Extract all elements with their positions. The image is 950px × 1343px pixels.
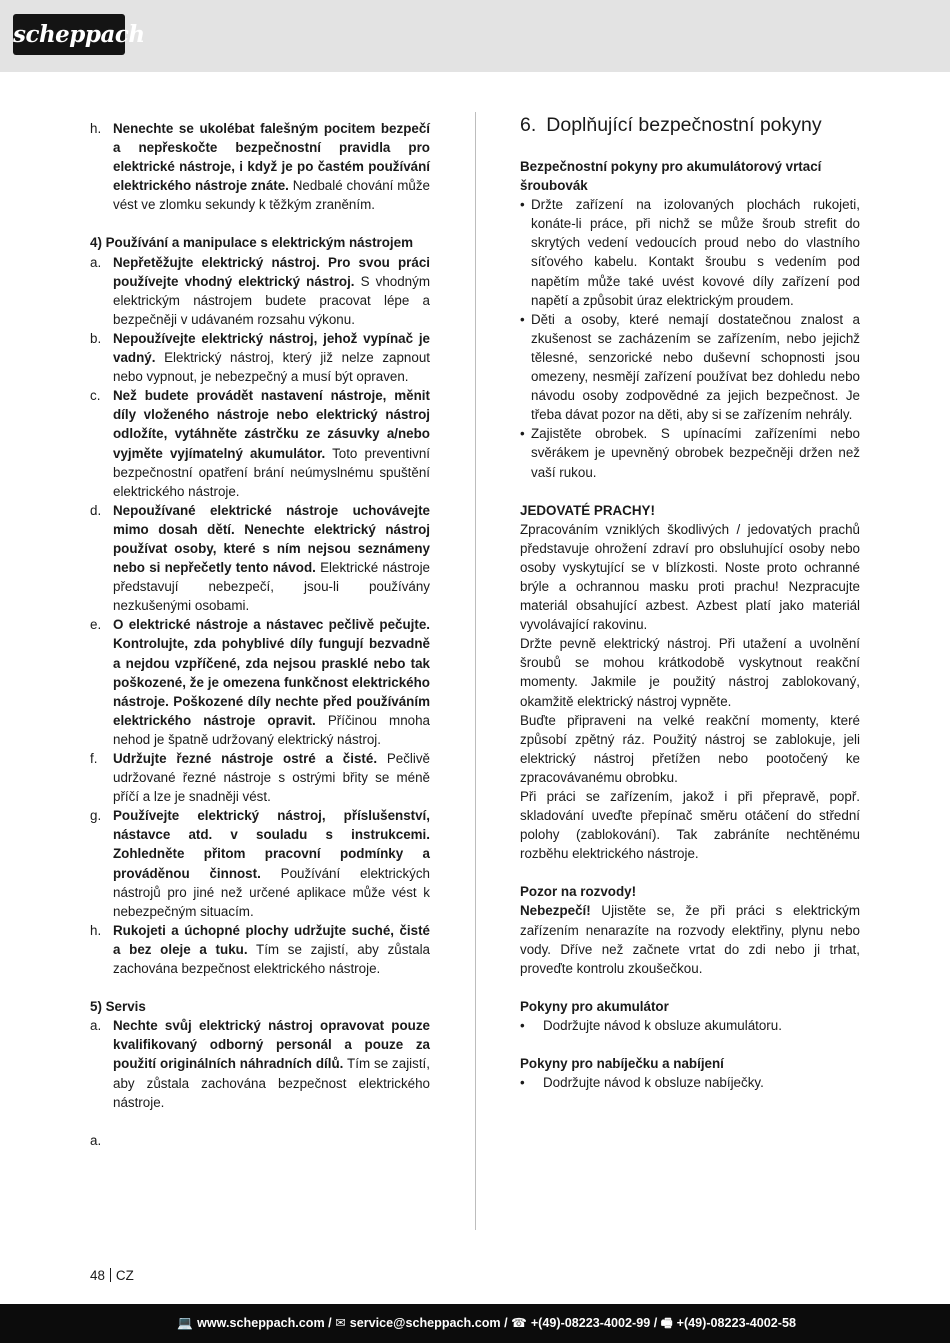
toxic-dust-title: JEDOVATÉ PRACHY! [520,502,655,518]
toxic-dust-text [520,520,860,864]
item-bold-text: Nepoužívejte elektrický nástroj, jehož vypínač je vadný. [113,330,430,366]
item-text: Elektrické nástroje představují nebezpečí, jsou-li používány nezkušenými osobami. [113,560,431,614]
page-number [90,1266,134,1285]
item-marker: f. [90,751,98,766]
item-bold-text: Nechte svůj elektrický nástroj opravovat pouze kvalifikovaný odborný personál a pouze za použití originálních náhradních dílů. [113,1018,430,1072]
item-marker: g. [90,808,102,824]
list-item [90,806,430,921]
header-bar [0,0,950,72]
item-text: Nedbalé chování může vést ve zlomku sekundy k těžkým zraněním. [113,178,430,213]
bullet-text: Dodržujte návod k obsluze akumulátoru. [543,1017,782,1033]
bullet-item [520,424,860,481]
footer-bar [0,1304,950,1343]
bullet-text: Děti a osoby, které nemají dostatečnou znalost a zkušenost se zacházením se zařízením, nebo jejichž tělesné, senzorické nebo duševní schopnosti jsou omezeny, nesmějí zařízení používat bez dohledu nebo návodu osoby zodpovědné za jejich bezpečnost. Je třeba dávat pozor na děti, aby si se zařízením nehrály. [531,311,860,423]
bullet-text: Dodržujte návod k obsluze nabíječky. [543,1075,764,1091]
paragraph: Zpracováním vzniklých škodlivých / jedovatých prachů představuje ohrožení zdraví pro obsluhující osoby nebo osoby vyskytující se v blízkosti. Noste proto ochranné brýle a ochrannou masku proti prachu! Nezpracujte materiál obsahující azbest. Azbest platí jako materiál vyvolávající rakovinu. [520,521,860,633]
footer-email[interactable]: service@scheppach.com [349,1316,501,1330]
lines-warning-text [520,901,860,977]
page-number-separator [110,1268,111,1282]
item-marker: a. [90,254,102,270]
mail-icon: ✉ [335,1316,346,1330]
item-bold-text: Než budete provádět nastavení nástroje, měnit díly vloženého nástroje nebo elektrický nástroj odložíte, vytáhněte zástrčku ze zásuvky a/nebo vyjměte vyjímatelný akumulátor. [113,388,430,461]
item-bold-text: Používejte elektrický nástroj, příslušenství, nástavce atd. v souladu s instrukcemi. Zohledněte přitom pracovní podmínky a prováděnou činnost. [113,808,430,881]
scheppach-logo: scheppach [13,14,125,55]
item-bold-text: Nepřetěžujte elektrický nástroj. Pro svou práci používejte vhodný elektrický nástroj. [113,254,430,289]
item-text: Příčinou mnoha nehod je špatně udržovaný elektrický nástroj. [113,712,430,747]
item-text: S vhodným elektrickým nástrojem budete pracovat lépe a bezpečněji v udávaném rozsahu výkonu. [113,273,430,327]
bullet-item [520,310,860,425]
footer-separator: / [324,1316,336,1330]
bullet-marker: • [520,426,525,442]
list-item [90,386,430,501]
section-4-title: 4) Používání a manipulace s elektrickým nástrojem [90,235,413,251]
item-text: Elektrický nástroj, který již nelze zapnout nebo vypnout, je nebezpečný a musí být opraven. [113,350,430,385]
chapter-heading [520,112,860,138]
bullet-text: Zajistěte obrobek. S upínacími zařízeními nebo svěrákem je upevněný obrobek bezpečněji držen než vaší rukou. [531,426,860,480]
left-column [90,119,430,1150]
item-marker: e. [90,617,102,633]
item-text: Pečlivě udržované řezné nástroje s ostrými břity se méně příčí a lze je snadněji vést. [113,751,431,805]
right-column [520,112,860,1092]
footer-separator: / [650,1316,661,1330]
footer-separator: / [500,1316,512,1330]
item-bold-text: O elektrické nástroje a nástavec pečlivě pečujte. Kontrolujte, zda pohyblivé díly fungují bezvadně a nejdou vzpříčené, zda nejsou prasklé nebo tak poškozené, že je omezena funkčnost elektrického nástroje. Poškozené díly nechte před používáním elektrického nástroje opravit. [113,617,430,728]
footer-phone: +(49)-08223-4002-99 [530,1316,651,1330]
trailing-list-item [90,1131,430,1150]
item-marker: a. [90,1018,102,1034]
section-4-list [90,253,430,979]
item-marker: a. [90,1132,102,1148]
page-number-value: 48 [90,1268,105,1283]
danger-label: Nebezpečí! [520,903,591,919]
item-bold-text: Nenechte se ukolébat falešným pocitem bezpečí a nepřeskočte bezpečnostní pravidla pro elektrické nástroje, i když je po častém používání elektrického nástroje znáte. [113,121,430,194]
list-item [90,749,430,806]
paragraph: Buďte připraveni na velké reakční momenty, které způsobí zpětný ráz. Použitý nástroj se zablokuje, jeli elektrický nástroj přetížen nebo pootočený ke zpracovávanému obrobku. [520,712,860,785]
item-marker: h. [90,121,102,136]
bullet-text: Držte zařízení na izolovaných plochách rukojeti, konáte-li práce, při nichž se může šroub strefit do skrytých vedení vedoucích proud nebo do vlastního síťového kabelu. Kontakt šroubu s vedením pod napětím může také uvést kovové díly zařízení pod napětí a způsobit úraz elektrickým proudem. [531,197,860,308]
item-marker: d. [90,502,102,518]
bullet-item [520,195,860,310]
item-marker: c. [90,388,101,404]
section-5-list [90,1016,430,1111]
footer-website[interactable]: www.scheppach.com [197,1316,325,1330]
chapter-title: Doplňující bezpečnostní pokyny [546,114,822,136]
list-item [90,329,430,386]
list-item [90,253,430,329]
lines-warning-title: Pozor na rozvody! [520,884,637,900]
list-item [90,501,430,616]
bullet-marker: • [520,1075,525,1091]
item-bold-text: Nepoužívané elektrické nástroje uchovávejte mimo dosah dětí. Nenechte elektrický nástroj používat osoby, které s ním nejsou seznámeny nebo si nepřečetly tento návod. [113,502,430,576]
bullet-marker: • [520,1017,525,1033]
item-marker: b. [90,330,102,346]
chapter-number: 6. [520,114,537,136]
section-5-title: 5) Servis [90,999,146,1015]
list-item [90,1016,430,1111]
paragraph: Držte pevně elektrický nástroj. Při utažení a uvolnění šroubů se mohou krátkodobě vyskytnout reakční momenty. Jakmile je použitý nástroj zablokovaný, okamžitě elektrický nástroj vypněte. [520,636,860,709]
phone-icon: ☎ [511,1316,527,1330]
item-text: Používání elektrických nástrojů pro jiné než určené aplikace může vést k nebezpečným situacím. [113,865,430,919]
list-item [90,119,430,214]
battery-title: Pokyny pro akumulátor [520,998,669,1014]
drill-safety-list [520,195,860,481]
item-marker: h. [90,922,102,938]
bullet-marker: • [520,197,525,213]
bullet-marker: • [520,311,525,327]
footer-fax: +(49)-08223-4002-58 [676,1316,796,1330]
item-text: Tím se zajistí, aby zůstala zachována bezpečnost elektrického nástroje. [113,1056,430,1110]
list-item [90,921,430,978]
item-bold-text: Udržujte řezné nástroje ostré a čisté. [113,751,378,766]
item-text: Toto preventivní bezpečnostní opatření brání neúmyslnému spuštění elektrického nástroje. [113,445,430,499]
item-text: Tím se zajistí, aby zůstala zachována bezpečnost elektrického nástroje. [113,941,430,977]
charger-bullet [520,1073,860,1092]
drill-safety-title: Bezpečnostní pokyny pro akumulátorový vrtací šroubovák [520,159,822,194]
battery-bullet [520,1016,860,1035]
page-language: CZ [115,1268,134,1283]
fax-icon: 🖷 [660,1316,673,1330]
list-item [90,615,430,749]
item-bold-text: Rukojeti a úchopné plochy udržujte suché, čisté a bez oleje a tuku. [113,922,430,957]
paragraph: Při práci se zařízením, jakož i při přepravě, popř. skladování uveďte přepínač směru otáčení do střední polohy (zablokování). Tak zabráníte nechtěnému rozběhu elektrického nástroje. [520,789,860,862]
danger-text: Ujistěte se, že při práci s elektrickým zařízením nenarazíte na rozvody elektřiny, plynu nebo vody. Dříve než začnete vrtat do zdi nebo ji trhat, proveďte kontrolu zkoušečkou. [520,903,860,976]
charger-title: Pokyny pro nabíječku a nabíjení [520,1056,724,1072]
computer-icon: 💻 [177,1316,194,1330]
column-divider [475,112,476,1230]
